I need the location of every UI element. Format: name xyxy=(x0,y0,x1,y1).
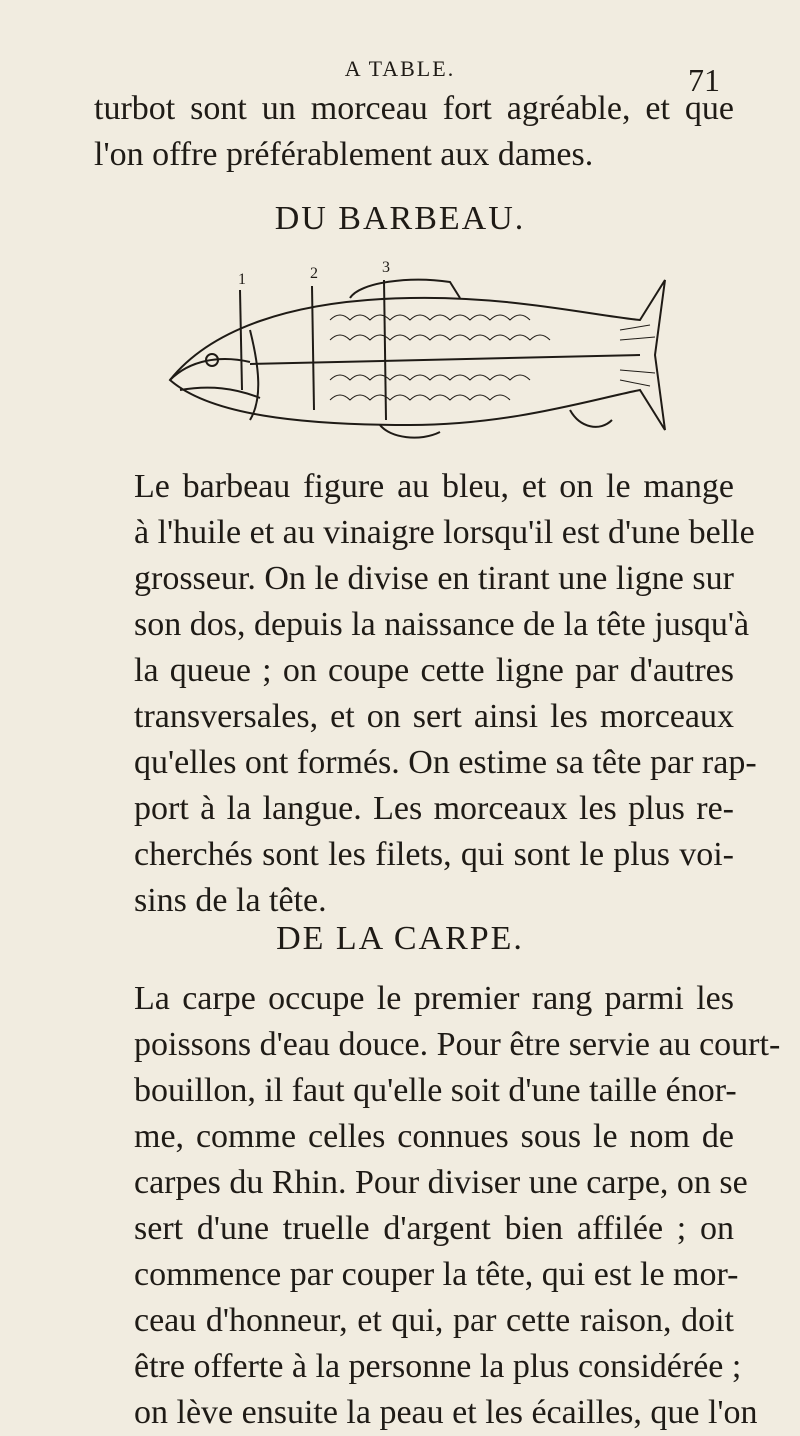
section-heading-barbeau: DU BARBEAU. xyxy=(274,200,526,237)
running-head: A TABLE. xyxy=(344,56,456,81)
page-number: 71 xyxy=(688,62,720,98)
text-line: commence par couper la tête, qui est le mor- xyxy=(134,1256,739,1293)
barbel-carving-figure xyxy=(150,260,670,450)
text-line: l'on offre préférablement aux dames. xyxy=(94,136,594,173)
section-heading-carpe: DE LA CARPE. xyxy=(276,920,524,957)
text-line: qu'elles ont formés. On estime sa tête par rap- xyxy=(134,744,757,781)
text-line: carpes du Rhin. Pour diviser une carpe, on se xyxy=(134,1164,748,1201)
text-line: sert d'une truelle d'argent bien affilée ; on xyxy=(134,1210,734,1247)
figure-label-2: 2 xyxy=(310,265,318,282)
text-line: turbot sont un morceau fort agréable, et que xyxy=(94,90,734,127)
text-line: La carpe occupe le premier rang parmi les xyxy=(134,980,734,1017)
text-line: ceau d'honneur, et qui, par cette raison, doit xyxy=(134,1302,734,1339)
figure-label-3: 3 xyxy=(382,260,390,276)
intro-paragraph xyxy=(94,86,734,178)
fish-outline xyxy=(170,280,665,438)
text-line: grosseur. On le divise en tirant une ligne sur xyxy=(134,560,734,597)
text-line: on lève ensuite la peau et les écailles, que l'on xyxy=(134,1394,758,1431)
text-line: poissons d'eau douce. Pour être servie au court- xyxy=(134,1026,781,1063)
text-line: sins de la tête. xyxy=(134,882,327,919)
barbeau-paragraph xyxy=(94,464,757,924)
text-line: port à la langue. Les morceaux les plus re- xyxy=(134,790,734,827)
text-line: cherchés sont les filets, qui sont le plus voi- xyxy=(134,836,734,873)
text-line: la queue ; on coupe cette ligne par d'autres xyxy=(134,652,734,689)
text-line: Le barbeau figure au bleu, et on le mange xyxy=(134,468,734,505)
text-line: me, comme celles connues sous le nom de xyxy=(134,1118,734,1155)
text-line: bouillon, il faut qu'elle soit d'une taille énor- xyxy=(134,1072,737,1109)
text-line: son dos, depuis la naissance de la tête jusqu'à xyxy=(134,606,750,643)
text-line: transversales, et on sert ainsi les morceaux xyxy=(134,698,734,735)
figure-label-1: 1 xyxy=(238,271,246,288)
text-line: être offerte à la personne la plus considérée ; xyxy=(134,1348,742,1385)
carpe-paragraph xyxy=(94,976,781,1436)
text-line: à l'huile et au vinaigre lorsqu'il est d'une belle xyxy=(134,514,755,551)
